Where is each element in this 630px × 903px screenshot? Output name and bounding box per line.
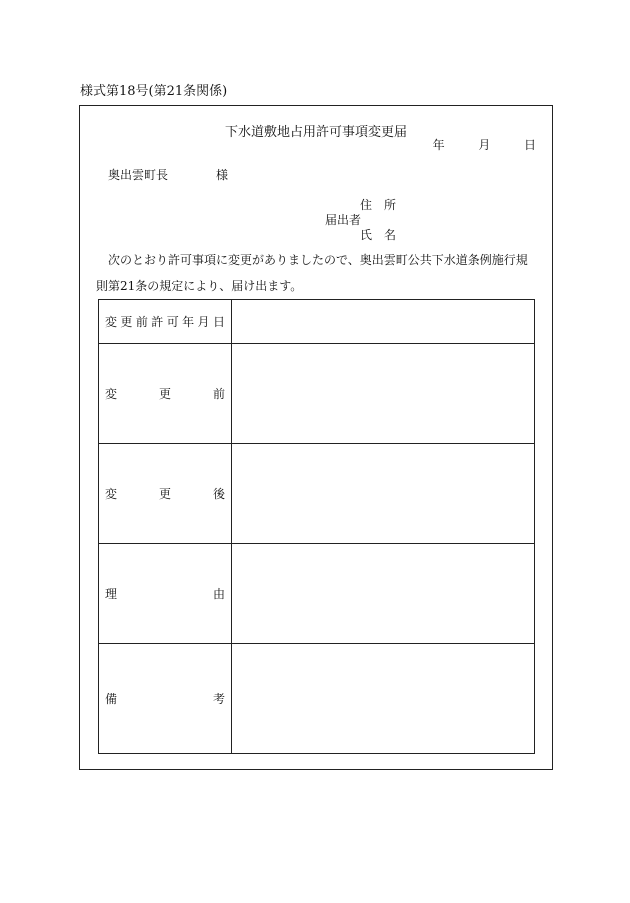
table-row bbox=[99, 544, 535, 644]
row-label-text bbox=[99, 313, 231, 330]
label-char: 理 bbox=[105, 587, 118, 601]
label-char: 前 bbox=[212, 387, 225, 401]
notifier-label: 届出者 bbox=[325, 213, 362, 227]
name-label: 氏 名 bbox=[360, 228, 397, 242]
label-char: 後 bbox=[212, 487, 225, 501]
addressee-name: 奥出雲町長 bbox=[108, 168, 169, 182]
label-char: 変 bbox=[105, 315, 118, 329]
row-label-after-change bbox=[99, 444, 232, 544]
date-year: 年 bbox=[432, 138, 445, 152]
body-text: 次のとおり許可事項に変更がありましたので、奥出雲町公共下水道条例施行規則第21条の規定により、届け出ます。 bbox=[96, 253, 528, 293]
row-label-text bbox=[99, 485, 231, 502]
label-char: 更 bbox=[120, 315, 133, 329]
label-char: 月 bbox=[197, 315, 210, 329]
row-label-text bbox=[99, 585, 231, 602]
row-label-text bbox=[99, 690, 231, 707]
value-cell-prev-permit-date[interactable] bbox=[232, 300, 535, 344]
label-char: 可 bbox=[166, 315, 179, 329]
label-char: 日 bbox=[212, 315, 225, 329]
date-line bbox=[433, 136, 536, 153]
label-char: 考 bbox=[212, 692, 225, 706]
label-char: 更 bbox=[158, 487, 171, 501]
row-label-text bbox=[99, 385, 231, 402]
form-number: 様式第18号(第21条関係) bbox=[80, 84, 228, 99]
label-char: 年 bbox=[182, 315, 195, 329]
label-char: 由 bbox=[212, 587, 225, 601]
addressee-honorific: 様 bbox=[216, 168, 229, 182]
label-char: 変 bbox=[105, 487, 118, 501]
table-row bbox=[99, 444, 535, 544]
label-char: 備 bbox=[105, 692, 118, 706]
row-label-prev-permit-date bbox=[99, 300, 232, 344]
table-row bbox=[99, 344, 535, 444]
row-label-remarks bbox=[99, 644, 232, 754]
row-label-reason bbox=[99, 544, 232, 644]
address-label: 住 所 bbox=[360, 198, 397, 212]
table-row bbox=[99, 300, 535, 344]
date-month: 月 bbox=[478, 138, 491, 152]
info-table bbox=[98, 299, 535, 754]
addressee bbox=[108, 166, 228, 183]
value-cell-remarks[interactable] bbox=[232, 644, 535, 754]
label-char: 変 bbox=[105, 387, 118, 401]
value-cell-before-change[interactable] bbox=[232, 344, 535, 444]
form-title: 下水道敷地占用許可事項変更届 bbox=[224, 125, 407, 140]
value-cell-reason[interactable] bbox=[232, 544, 535, 644]
label-char: 許 bbox=[151, 315, 164, 329]
row-label-before-change bbox=[99, 344, 232, 444]
label-char: 更 bbox=[158, 387, 171, 401]
form-frame bbox=[79, 105, 553, 770]
value-cell-after-change[interactable] bbox=[232, 444, 535, 544]
table-row bbox=[99, 644, 535, 754]
date-day: 日 bbox=[523, 138, 536, 152]
label-char: 前 bbox=[135, 315, 148, 329]
